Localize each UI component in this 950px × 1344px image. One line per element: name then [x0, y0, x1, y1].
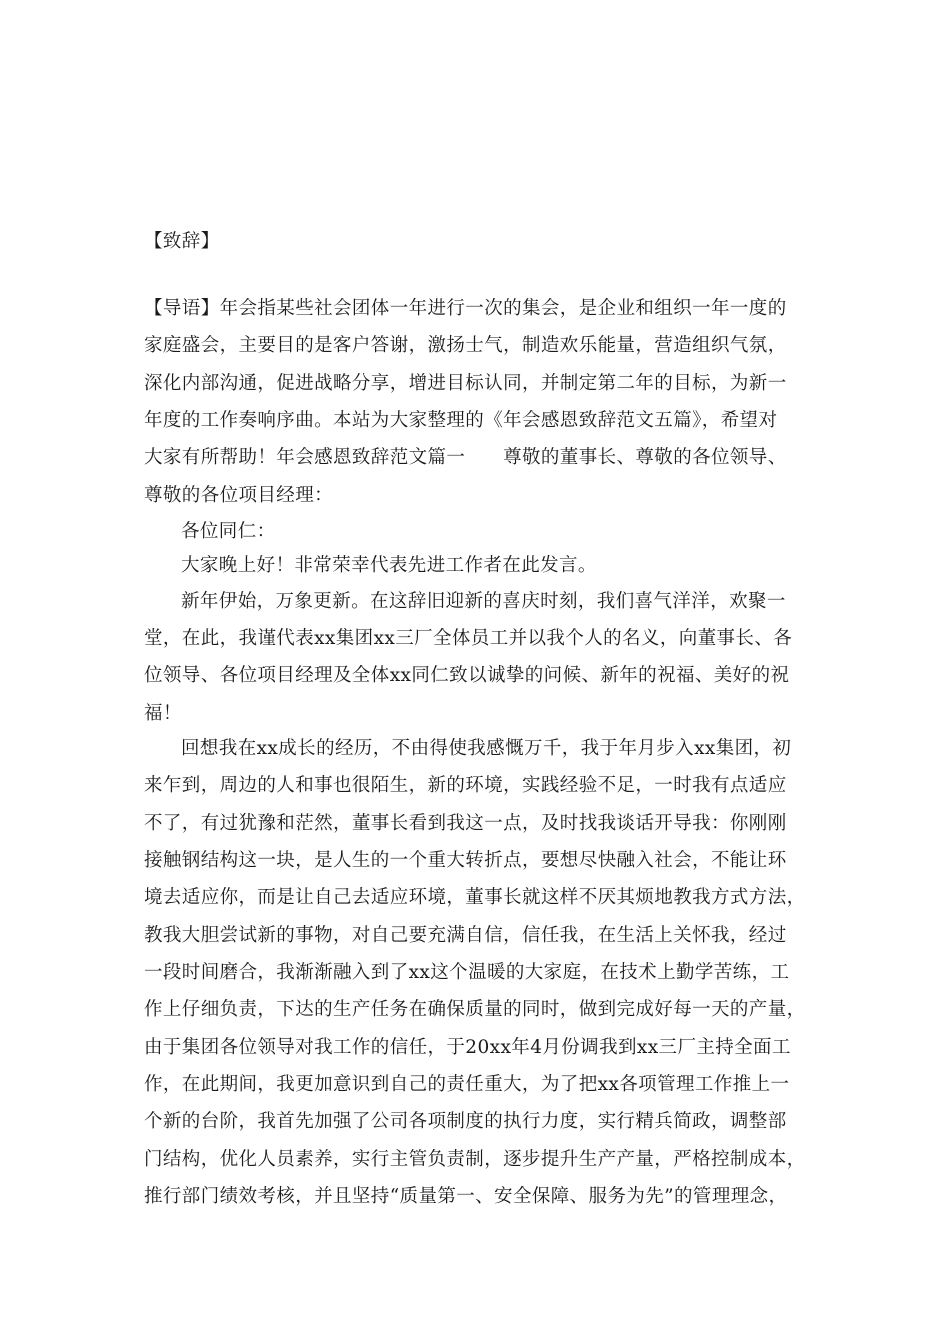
paragraph-line: 来乍到，周边的人和事也很陌生，新的环境，实践经验不足，一时我有点适应 [144, 775, 787, 796]
intro-line: 尊敬的各位项目经理： [144, 485, 334, 506]
paragraph-line: 回想我在xx成长的经历，不由得使我感慨万千，我于年月步入xx集团，初 [181, 738, 792, 759]
paragraph-line: 门结构，优化人员素养，实行主管负责制，逐步提升生产产量，严格控制成本， [144, 1149, 806, 1170]
paragraph-line: 接触钢结构这一块，是人生的一个重大转折点，要想尽快融入社会，不能让环 [144, 850, 787, 871]
paragraph-line: 教我大胆尝试新的事物，对自己要充满自信，信任我，在生活上关怀我，经过 [144, 925, 787, 946]
intro-line: 大家有所帮助！年会感恩致辞范文篇一 尊敬的董事长、尊敬的各位领导、 [144, 447, 787, 468]
greeting: 各位同仁： [181, 521, 276, 542]
intro-line: 家庭盛会，主要目的是客户答谢，激扬士气，制造欢乐能量，营造组织气氛， [144, 335, 787, 356]
paragraph-line: 新年伊始，万象更新。在这辞旧迎新的喜庆时刻，我们喜气洋洋，欢聚一 [181, 591, 786, 612]
intro-line: 【导语】年会指某些社会团体一年进行一次的集会，是企业和组织一年一度的 [144, 298, 787, 319]
opening-line: 大家晚上好！非常荣幸代表先进工作者在此发言。 [181, 555, 597, 576]
paragraph-line: 作上仔细负责，下达的生产任务在确保质量的同时，做到完成好每一天的产量， [144, 999, 806, 1020]
intro-line: 深化内部沟通，促进战略分享，增进目标认同，并制定第二年的目标，为新一 [144, 373, 787, 394]
paragraph-line: 堂，在此，我谨代表xx集团xx三厂全体员工并以我个人的名义，向董事长、各 [144, 628, 793, 649]
paragraph-line: 作，在此期间，我更加意识到自己的责任重大，为了把xx各项管理工作推上一 [144, 1074, 790, 1095]
paragraph-line: 福！ [144, 703, 182, 724]
paragraph-line: 推行部门绩效考核，并且坚持“质量第一、安全保障、服务为先”的管理理念， [144, 1186, 788, 1207]
paragraph-line: 个新的台阶，我首先加强了公司各项制度的执行力度，实行精兵简政，调整部 [144, 1111, 787, 1132]
document-heading: 【致辞】 [144, 231, 220, 252]
paragraph-line: 一段时间磨合，我渐渐融入到了xx这个温暖的大家庭，在技术上勤学苦练，工 [144, 962, 790, 983]
paragraph-line: 由于集团各位领导对我工作的信任，于20xx年4月份调我到xx三厂主持全面工 [144, 1037, 791, 1058]
intro-line: 年度的工作奏响序曲。本站为大家整理的《年会感恩致辞范文五篇》，希望对 [144, 410, 778, 431]
paragraph-line: 位领导、各位项目经理及全体xx同仁致以诚挚的问候、新年的祝福、美好的祝 [144, 665, 790, 686]
paragraph-line: 境去适应你，而是让自己去适应环境，董事长就这样不厌其烦地教我方式方法， [144, 887, 806, 908]
paragraph-line: 不了，有过犹豫和茫然，董事长看到我这一点，及时找我谈话开导我：你刚刚 [144, 813, 787, 834]
